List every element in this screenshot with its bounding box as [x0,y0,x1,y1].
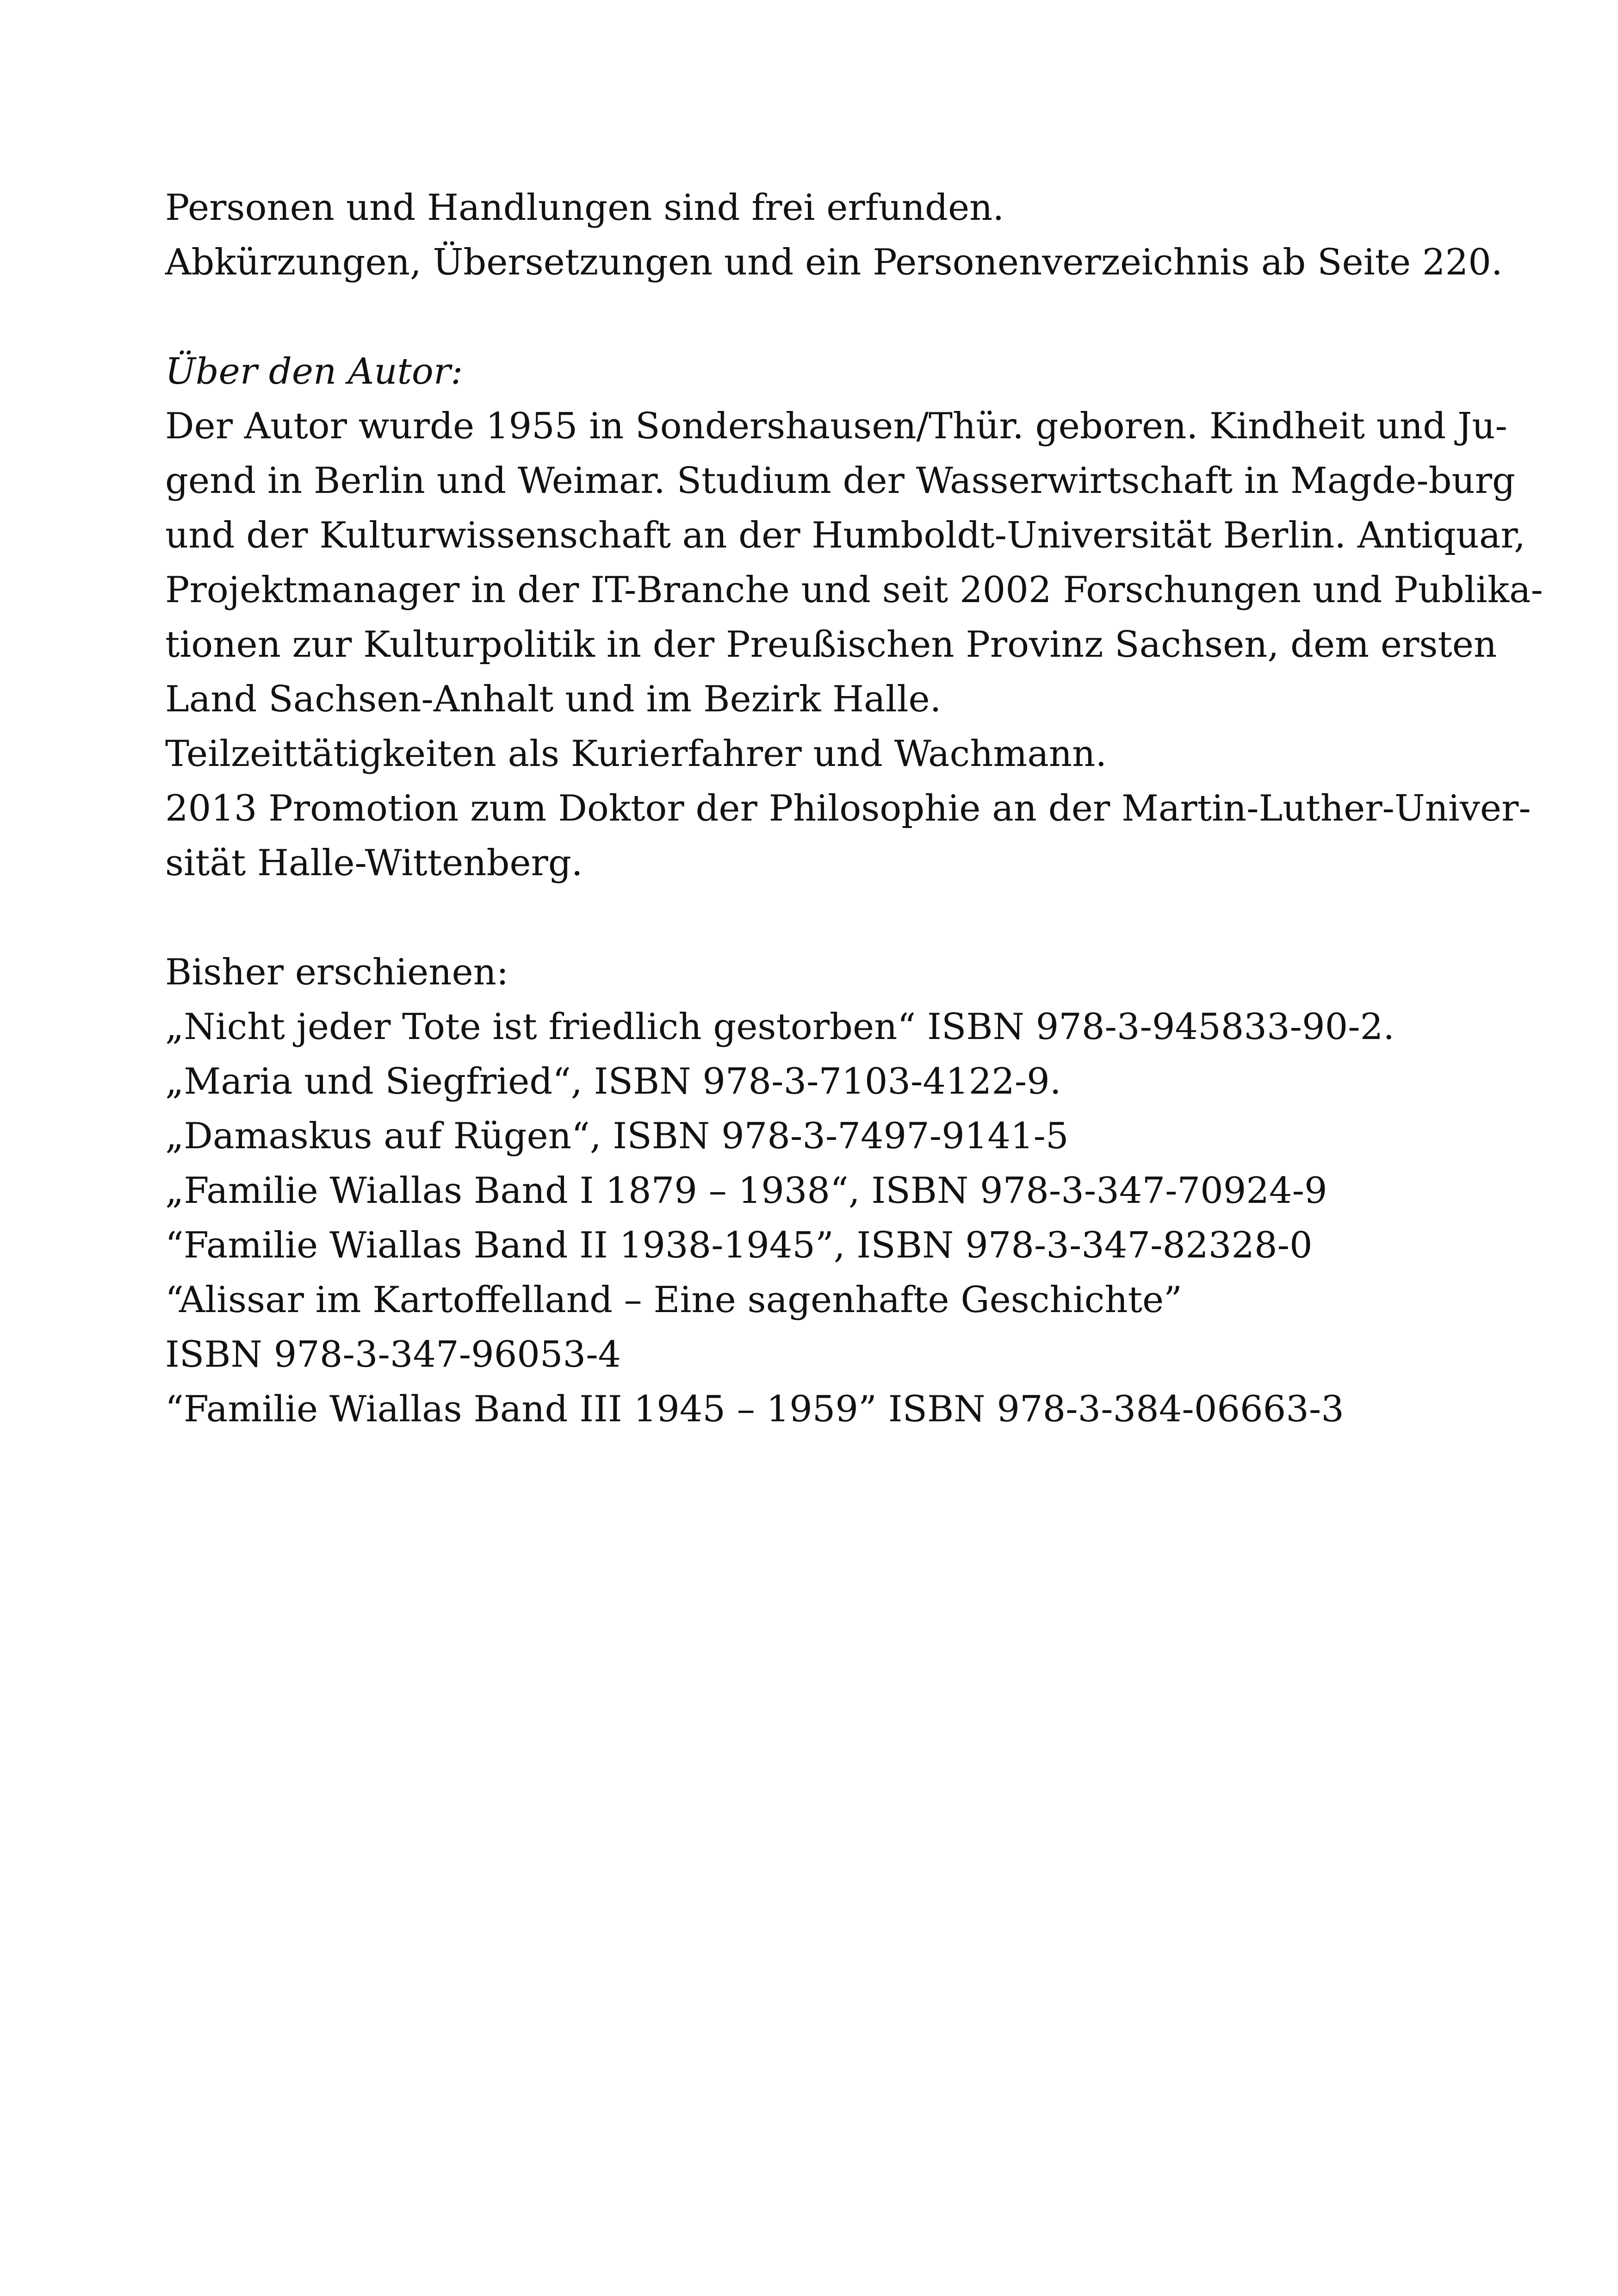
spacer [165,290,1433,344]
jobs-line: Teilzeittätigkeiten als Kurierfahrer und Wachmann. [165,733,1107,775]
publication-item: “Alissar im Kartoffelland – Eine sagenhafte Geschichte” [165,1279,1182,1321]
bio-line-1: Der Autor wurde 1955 in Sondershausen/Thür. geboren. Kindheit und Ju- [165,405,1507,447]
promotion-line-1: 2013 Promotion zum Doktor der Philosophie an der Martin-Luther-Univer- [165,788,1531,829]
intro-line-1: Personen und Handlungen sind frei erfunden. [165,187,1004,229]
publication-item: ISBN 978-3-347-96053-4 [165,1334,621,1375]
publication-item: „Nicht jeder Tote ist friedlich gestorben“ ISBN 978-3-945833-90-2. [165,1006,1395,1048]
bio-line-3: und der Kulturwissenschaft an der Humboldt-Universität Berlin. Antiquar, [165,515,1525,556]
spacer [165,890,1433,945]
intro-line-2: Abkürzungen, Übersetzungen und ein Personenverzeichnis ab Seite 220. [165,242,1503,283]
text-block [165,180,1543,1437]
publication-item: „Damaskus auf Rügen“, ISBN 978-3-7497-9141-5 [165,1115,1069,1157]
author-heading: Über den Autor: [165,351,463,392]
bio-line-5: tionen zur Kulturpolitik in der Preußischen Provinz Sachsen, dem ersten [165,624,1497,666]
publications-heading: Bisher erschienen: [165,952,509,993]
publication-item: „Maria und Siegfried“, ISBN 978-3-7103-4122-9. [165,1061,1061,1102]
promotion-line-2: sität Halle-Wittenberg. [165,842,583,884]
publication-item: “Familie Wiallas Band III 1945 – 1959” ISBN 978-3-384-06663-3 [165,1388,1344,1430]
bio-line-2: gend in Berlin und Weimar. Studium der Wasserwirtschaft in Magde-burg [165,460,1515,502]
bio-line-4: Projektmanager in der IT-Branche und seit 2002 Forschungen und Publika- [165,569,1543,611]
publication-item: „Familie Wiallas Band I 1879 – 1938“, ISBN 978-3-347-70924-9 [165,1170,1327,1212]
publication-item: “Familie Wiallas Band II 1938-1945”, ISBN 978-3-347-82328-0 [165,1225,1313,1266]
bio-line-6: Land Sachsen-Anhalt und im Bezirk Halle. [165,678,942,720]
